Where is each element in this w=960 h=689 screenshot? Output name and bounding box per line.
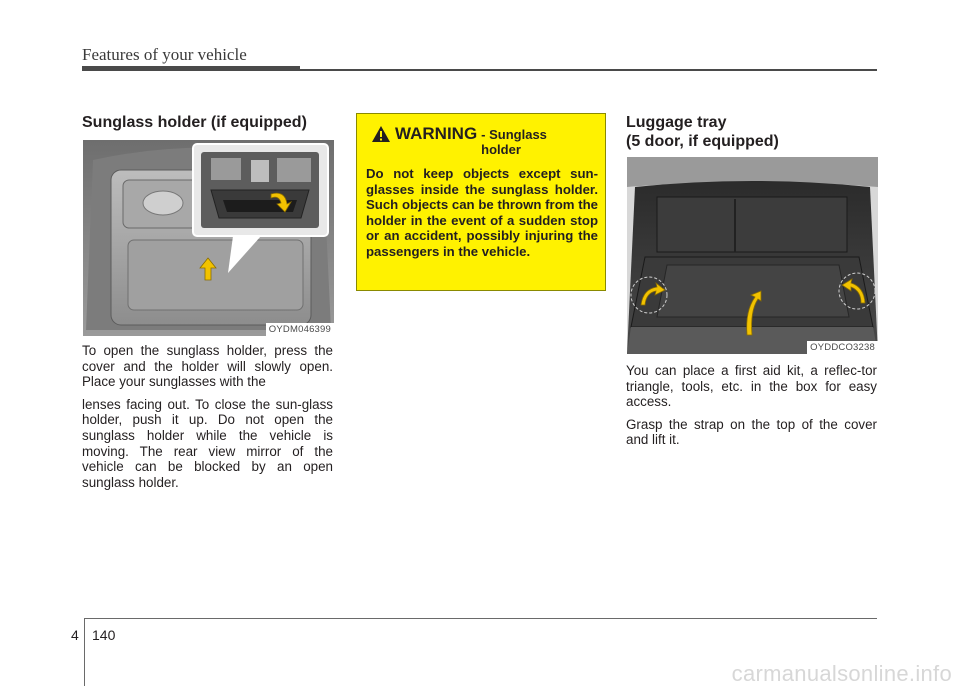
warning-box xyxy=(356,113,606,291)
image-code: OYDM046399 xyxy=(266,323,334,336)
footer-rule xyxy=(84,618,877,619)
luggage-tray-illustration xyxy=(627,157,878,354)
luggage-tray-heading xyxy=(626,113,779,151)
watermark: carmanualsonline.info xyxy=(731,661,952,686)
warning-text: Do not keep objects except sun-glasses inside the sunglass holder. Such objects can be thrown from the holder in the event of a sudden stop or an accident, possibly injuring the passengers in the vehicle. xyxy=(366,166,598,259)
warning-label: WARNING xyxy=(395,124,478,143)
luggage-tray-body xyxy=(626,363,877,455)
section-title: Features of your vehicle xyxy=(82,45,247,64)
warning-header xyxy=(371,124,557,157)
sunglass-holder-photo xyxy=(83,140,334,336)
paragraph: lenses facing out. To close the sun-glass holder, push it up. Do not open the sunglass holder while the vehicle is moving. The rear view mirror of the vehicle can be blocked by an open sunglass holder. xyxy=(82,396,333,490)
warning-subject: - Sunglass holder xyxy=(481,127,547,157)
footer-divider xyxy=(84,618,85,686)
luggage-tray-photo xyxy=(627,157,878,354)
sunglass-holder-body xyxy=(82,343,333,497)
luggage-tray-heading-line1: Luggage tray xyxy=(626,114,727,131)
paragraph: Grasp the strap on the top of the cover and lift it. xyxy=(626,416,877,448)
warning-triangle-icon xyxy=(371,125,391,143)
header-accent-bar xyxy=(82,66,300,71)
paragraph: You can place a first aid kit, a reflec-tor triangle, tools, etc. in the box for easy access. xyxy=(626,363,877,410)
luggage-tray-heading-line2: (5 door, if equipped) xyxy=(626,133,779,150)
header-rule xyxy=(300,69,877,71)
paragraph: To open the sunglass holder, press the cover and the holder will slowly open. Place your sunglasses with the xyxy=(82,343,333,390)
image-code: OYDDCO3238 xyxy=(807,341,878,354)
page-number: 140 xyxy=(92,627,116,643)
sunglass-holder-illustration xyxy=(83,140,334,336)
sunglass-holder-heading: Sunglass holder (if equipped) xyxy=(82,114,307,131)
chapter-number: 4 xyxy=(71,627,79,643)
